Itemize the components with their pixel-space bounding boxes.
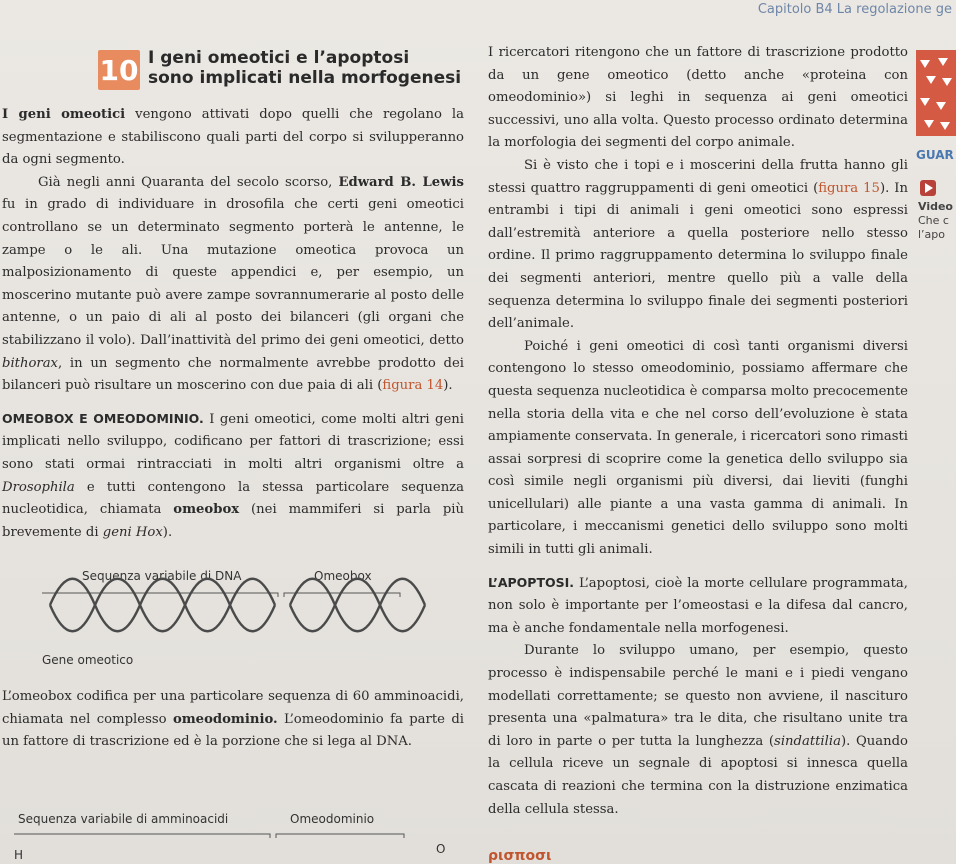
margin-color-tab [916,50,956,136]
paragraph-omeodominio [2,686,464,754]
margin-text-line-2: Che c [918,214,949,227]
figure-reference[interactable]: figura 14 [382,378,444,394]
text: ). [162,524,173,540]
cut-off-heading: ρισποσι [488,848,552,864]
text: vengono attivati dopo quelli che regolano la segmentazione e stabiliscono quali parti del corpo si svilupperanno da ogni segmento. [2,107,464,168]
text: ). In entrambi i tipi di animali i geni omeotici sono espressi dall’estremità anteriore a quella posteriore nello stesso ordine. Il primo raggruppamento determina lo sviluppo finale dei segmenti anteriori, mentre quello più a valle della sequenza determina lo sviluppo finale dei segmenti posteriori dell’animale. [488,180,908,332]
protein-bracket-graphic [4,810,454,864]
left-column [2,104,464,544]
label-o: O [436,842,446,856]
keyword: omeobox [173,502,240,518]
play-icon[interactable] [920,180,936,196]
paragraph-apoptosi [488,572,908,641]
label-h: H [14,848,24,862]
text: ). Quando la cellula riceve un segnale di apoptosi si innesca quella cascata di reazioni che termina con la distruzione enzimatica della cellula stessa. [488,733,908,817]
section-number-badge: 10 [98,50,140,90]
figure-reference[interactable]: figura 15 [818,180,880,196]
term: sindattilia [774,733,841,749]
text: Durante lo sviluppo umano, per esempio, questo processo è indispensabile perché le mani e i piedi vengano modellati correttamente; se questo non avviene, il nascituro presenta una «palmatura» tra le dita, che risultano unite tra di loro in parte o per tutta la lunghezza ( [488,643,908,749]
text: Già negli anni Quaranta del secolo scorso, [38,174,339,190]
organism-name: Drosophila [2,479,75,495]
gene-name: geni Hox [102,524,163,540]
paragraph-mice-flies [488,155,908,336]
margin-guard-label: GUAR [916,148,954,162]
paragraph-lewis [2,172,464,398]
text: fu in grado di individuare in drosofila che certi geni omeotici controllano se un determinato segmento porterà le antenne, le zampe o le ali. Una mutazione omeotica provoca un malposizionamento di queste appendici e, per esempio, un moscerino mutante può avere zampe sovrannumerarie al posto delle antenne, o un paio di ali al posto dei bilanceri (gli organi che stabilizzano il volo). Dall’inattività del primo dei geni omeotici, detto [2,197,464,348]
keyword: I geni omeotici [2,107,126,122]
paragraph-intro [2,104,464,172]
dna-figure [20,565,460,675]
label-omeobox: Omeobox [314,569,372,583]
person-name: Edward B. Lewis [338,174,464,190]
section-title [148,48,461,88]
text: I geni omeotici, come molti altri geni implicati nello sviluppo, codificano per fattori di trascrizione; essi sono stati ormai rintracciati in molti altri organismi oltre a [2,411,464,472]
text: ). [443,378,453,394]
margin-text-line-3: l’apo [918,228,946,241]
text: (nei mammiferi si parla più brevemente di [2,502,464,540]
label-variable-amino: Sequenza variabile di amminoacidi [18,812,229,826]
paragraph-sviluppo [488,640,908,821]
section-title-line-2: sono implicati nella morfogenesi [148,68,462,88]
keyword: omeodominio. [172,711,278,727]
text: Si è visto che i topi e i moscerini della frutta hanno gli stessi quattro raggruppamenti di geni omeotici ( [488,157,908,196]
margin-video-label[interactable]: Video [918,200,953,213]
text: , in un segmento che normalmente avrebbe prodotto dei bilanceri può risultare un moscerino con due paia di ali ( [2,355,464,394]
label-omeodominio: Omeodominio [290,812,375,826]
label-gene-omeotico: Gene omeotico [42,653,134,667]
text: L’omeodominio fa parte di un fattore di trascrizione ed è la porzione che si lega al DNA. [2,711,464,750]
paragraph-omeobox [2,408,464,545]
text: e tutti contengono la stessa particolare sequenza nucleotidica, chiamata [2,479,464,518]
gene-name: bithorax [2,355,58,371]
section-title-line-1: I geni omeotici e l’apoptosi [148,48,410,68]
label-variable-dna: Sequenza variabile di DNA [82,569,242,583]
left-column-continued [2,686,464,754]
protein-figure [4,810,454,864]
triangle-pattern-icon [916,50,956,136]
text: L’apoptosi, cioè la morte cellulare programmata, non solo è importante per l’omeostasi e la difesa dal cancro, ma è anche fondamentale nella morfogenesi. [488,575,908,636]
paragraph-researchers: I ricercatori ritengono che un fattore di trascrizione prodotto da un gene omeotico (detto anche «proteina con omeodominio») si leghi in sequenza ai geni omeotici successivi, uno alla volta. Questo processo ordinato determina la morfologia dei segmenti del corpo animale. [488,45,908,151]
paragraph-conservation: Poiché i geni omeotici di così tanti organismi diversi contengono lo stesso omeodominio, possiamo affermare che questa sequenza nucleotidica è comparsa molto precocemente nella storia della vita e che nel corso dell’evoluzione è stata ampiamente conservata. In generale, i ricercatori sono rimasti assai sorpresi di scoprire come la genetica dello sviluppo sia così simile negli organismi più diversi, dai lieviti (funghi unicellulari) alle piante a una vasta gamma di animali. In particolare, i meccanismi genetici dello sviluppo sono molti simili in tutti gli animali. [488,338,908,558]
right-column [488,42,908,821]
runin-heading: OMEOBOX E OMEODOMINIO. [2,410,204,426]
chapter-header: Capitolo B4 La regolazione ge [757,2,952,17]
text: L’omeobox codifica per una particolare sequenza di 60 amminoacidi, chiamata nel complesso [2,689,464,727]
runin-heading: L’APOPTOSI. [488,574,575,590]
